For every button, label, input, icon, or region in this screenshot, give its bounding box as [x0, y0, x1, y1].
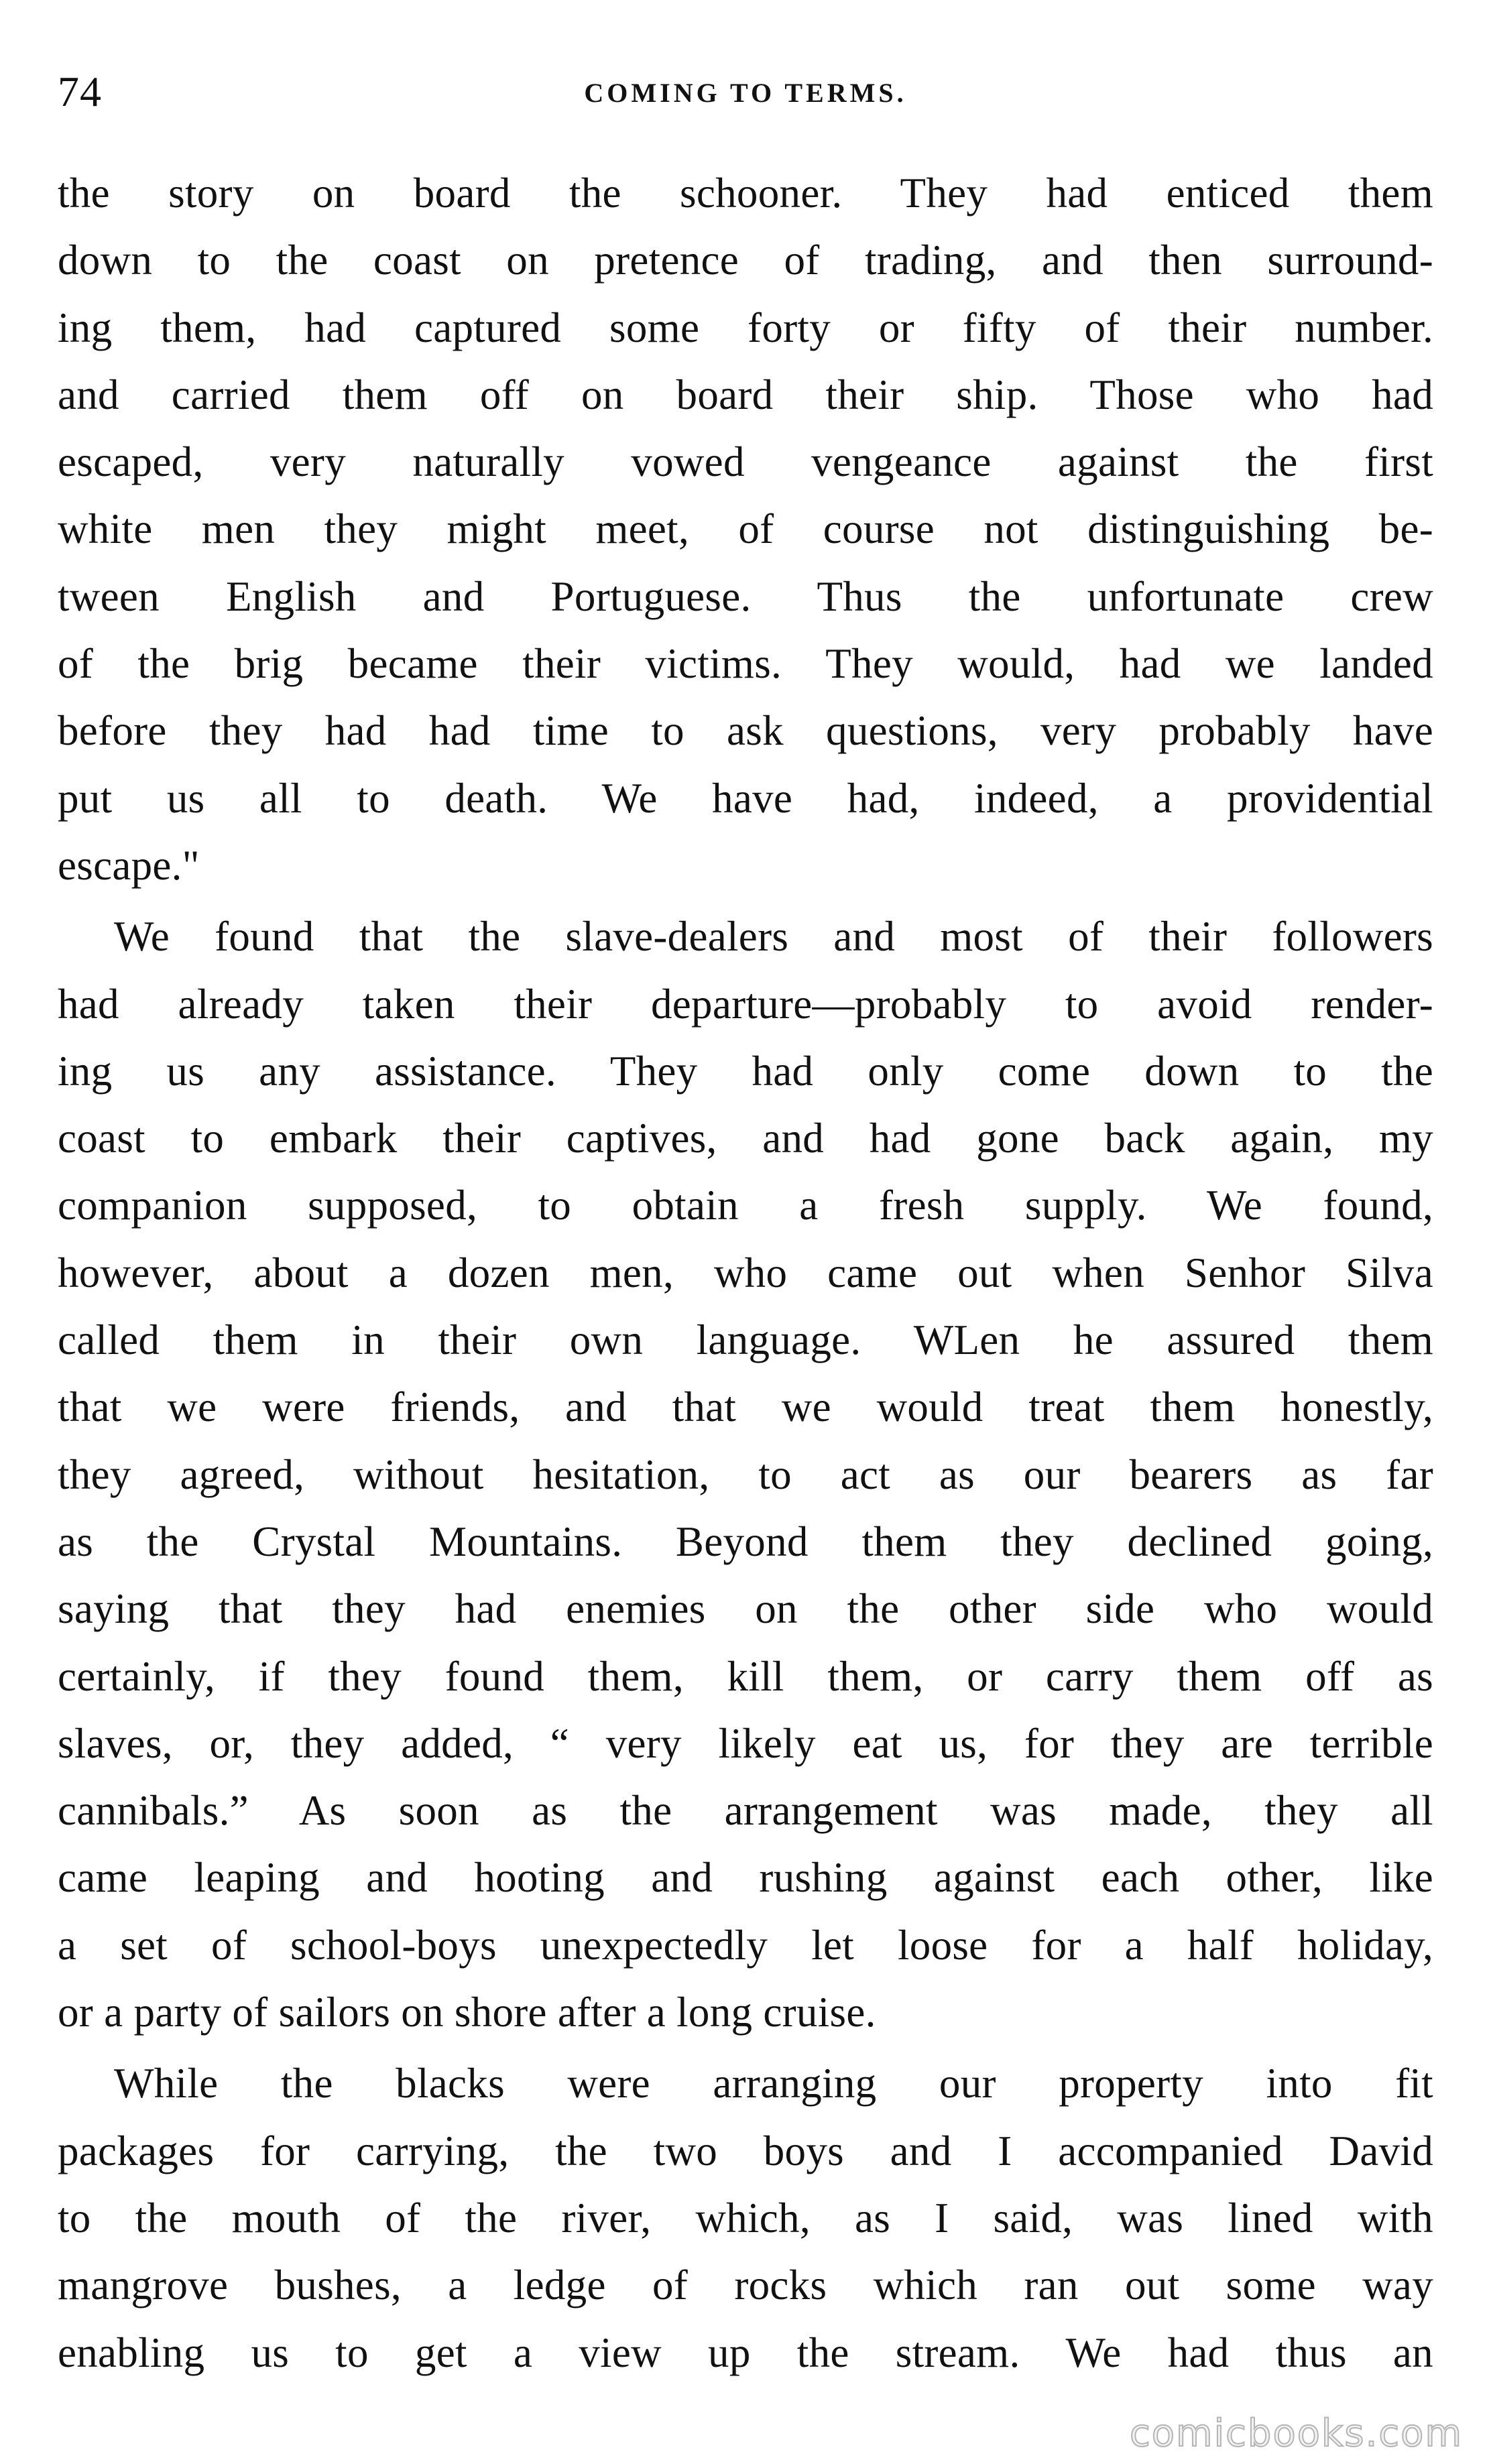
- text-line: down to the coast on pretence of trading, and then surround-: [58, 237, 1433, 284]
- text-line: coast to embark their captives, and had gone back again, my: [58, 1115, 1433, 1162]
- text-line: they agreed, without hesitation, to act as our bearers as far: [58, 1451, 1433, 1498]
- text-line: to the mouth of the river, which, as I said, was lined with: [58, 2194, 1433, 2241]
- text-line: saying that they had enemies on the other side who would: [58, 1585, 1433, 1633]
- paragraph-1: [58, 160, 1433, 899]
- watermark-logo: comicbooks.com: [1129, 2412, 1463, 2455]
- text-line: slaves, or, they added, “ very likely eat us, for they are terrible: [58, 1719, 1433, 1767]
- text-line: the story on board the schooner. They had enticed them: [58, 170, 1433, 217]
- paragraph-3: [58, 2050, 1433, 2386]
- text-line: had already taken their departure—probably to avoid render-: [58, 980, 1433, 1028]
- text-line: put us all to death. We have had, indeed, a providential: [58, 774, 1433, 822]
- text-line: packages for carrying, the two boys and I accompanied David: [58, 2127, 1433, 2174]
- text-line: came leaping and hooting and rushing against each other, like: [58, 1854, 1433, 1902]
- running-head: [58, 62, 1433, 122]
- text-line: tween English and Portuguese. Thus the unfortunate crew: [58, 572, 1433, 620]
- text-line: We found that the slave-dealers and most of their followers: [114, 913, 1433, 961]
- text-line: as the Crystal Mountains. Beyond them they declined going,: [58, 1518, 1433, 1565]
- text-line: While the blacks were arranging our property into fit: [114, 2060, 1433, 2107]
- text-line: of the brig became their victims. They would, had we landed: [58, 640, 1433, 688]
- text-line: or a party of sailors on shore after a long cruise.: [58, 1989, 876, 2036]
- paragraph-2: [58, 903, 1433, 2046]
- text-line: a set of school-boys unexpectedly let loose for a half holiday,: [58, 1921, 1433, 1969]
- text-line: ing us any assistance. They had only come down to the: [58, 1047, 1433, 1095]
- text-line: mangrove bushes, a ledge of rocks which ran out some way: [58, 2262, 1433, 2309]
- text-line: enabling us to get a view up the stream. We had thus an: [58, 2329, 1433, 2376]
- page-number: 74: [58, 68, 102, 115]
- text-line: ing them, had captured some forty or fifty of their number.: [58, 304, 1433, 351]
- text-line: before they had had time to ask questions, very probably have: [58, 707, 1433, 755]
- text-line: white men they might meet, of course not distinguishing be-: [58, 505, 1433, 553]
- text-line: cannibals.” As soon as the arrangement was made, they all: [58, 1787, 1433, 1835]
- text-line: that we were friends, and that we would treat them honestly,: [58, 1383, 1433, 1431]
- text-line: escape.": [58, 841, 200, 889]
- text-line: however, about a dozen men, who came out when Senhor Silva: [58, 1249, 1433, 1296]
- chapter-title: COMING TO TERMS.: [584, 78, 907, 108]
- body-text: [58, 160, 1433, 2390]
- text-line: called them in their own language. WLen he assured them: [58, 1316, 1433, 1364]
- text-line: and carried them off on board their ship. Those who had: [58, 371, 1433, 418]
- text-line: escaped, very naturally vowed vengeance against the first: [58, 438, 1433, 486]
- text-line: certainly, if they found them, kill them, or carry them off as: [58, 1652, 1433, 1700]
- text-line: companion supposed, to obtain a fresh supply. We found,: [58, 1182, 1433, 1229]
